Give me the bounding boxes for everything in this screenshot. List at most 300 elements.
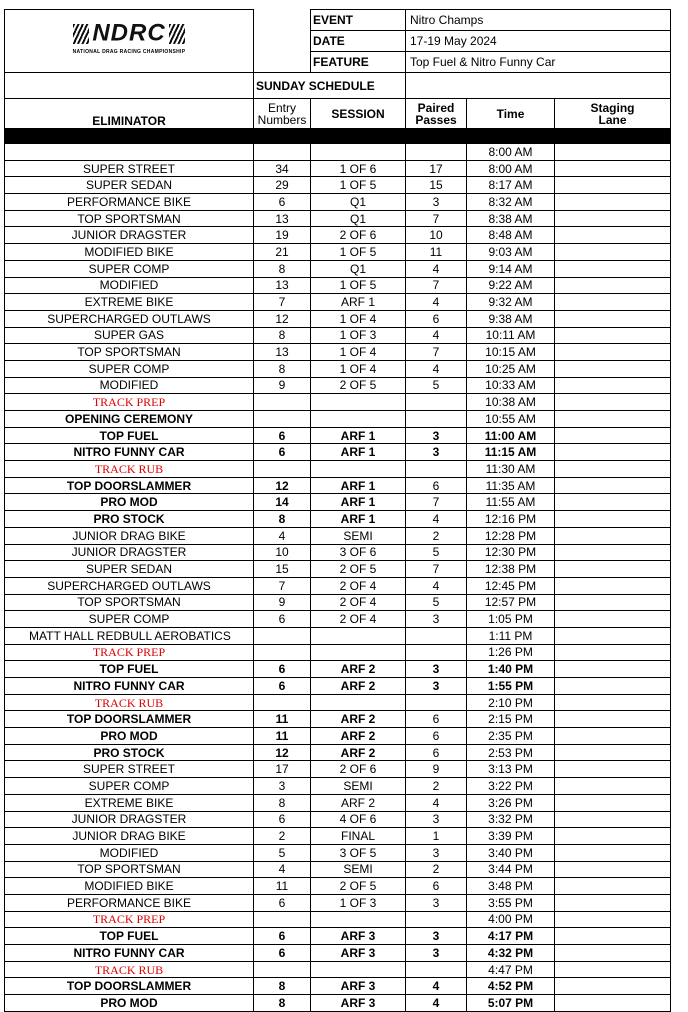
time-cell: 12:45 PM xyxy=(467,577,555,594)
paired-passes-cell: 4 xyxy=(406,978,467,995)
schedule-row xyxy=(5,394,671,411)
staging-lane-cell xyxy=(555,661,671,678)
session-cell: Q1 xyxy=(311,194,406,211)
time-cell: 9:14 AM xyxy=(467,260,555,277)
schedule-row xyxy=(5,644,671,661)
paired-passes-cell: 4 xyxy=(406,360,467,377)
staging-lane-cell xyxy=(555,894,671,911)
paired-passes-cell: 17 xyxy=(406,160,467,177)
paired-passes-cell: 4 xyxy=(406,260,467,277)
paired-passes-cell: 6 xyxy=(406,711,467,728)
paired-passes-cell: 3 xyxy=(406,427,467,444)
staging-lane-cell xyxy=(555,744,671,761)
schedule-row xyxy=(5,828,671,845)
staging-lane-cell xyxy=(555,561,671,578)
staging-lane-cell xyxy=(555,861,671,878)
date-label: DATE xyxy=(311,31,406,52)
session-cell: 3 OF 6 xyxy=(311,544,406,561)
paired-passes-cell: 4 xyxy=(406,511,467,528)
eliminator-cell: JUNIOR DRAG BIKE xyxy=(5,527,254,544)
session-cell: 1 OF 4 xyxy=(311,360,406,377)
schedule-row xyxy=(5,494,671,511)
eliminator-cell: SUPERCHARGED OUTLAWS xyxy=(5,310,254,327)
session-cell: 2 OF 4 xyxy=(311,611,406,628)
col-staging-line1: Staging xyxy=(590,100,635,115)
eliminator-cell: OPENING CEREMONY xyxy=(5,411,254,428)
time-cell: 10:11 AM xyxy=(467,327,555,344)
time-cell: 1:05 PM xyxy=(467,611,555,628)
schedule-row xyxy=(5,945,671,962)
paired-passes-cell: 3 xyxy=(406,844,467,861)
eliminator-cell: TOP DOORSLAMMER xyxy=(5,477,254,494)
session-cell: FINAL xyxy=(311,828,406,845)
staging-lane-cell xyxy=(555,995,671,1012)
time-cell: 2:53 PM xyxy=(467,744,555,761)
entry-numbers-cell: 17 xyxy=(254,761,311,778)
session-cell: 1 OF 6 xyxy=(311,160,406,177)
staging-lane-cell xyxy=(555,144,671,161)
time-cell: 9:38 AM xyxy=(467,310,555,327)
entry-numbers-cell: 6 xyxy=(254,444,311,461)
entry-numbers-cell: 8 xyxy=(254,995,311,1012)
time-cell: 8:38 AM xyxy=(467,210,555,227)
paired-passes-cell: 7 xyxy=(406,344,467,361)
staging-lane-cell xyxy=(555,494,671,511)
time-cell: 9:03 AM xyxy=(467,244,555,261)
paired-passes-cell: 4 xyxy=(406,794,467,811)
schedule-sheet xyxy=(4,9,670,1012)
staging-lane-cell xyxy=(555,360,671,377)
entry-numbers-cell: 12 xyxy=(254,744,311,761)
paired-passes-cell: 5 xyxy=(406,544,467,561)
entry-numbers-cell: 13 xyxy=(254,210,311,227)
column-header-row xyxy=(5,99,671,129)
time-cell: 10:33 AM xyxy=(467,377,555,394)
time-cell: 2:15 PM xyxy=(467,711,555,728)
time-cell: 9:22 AM xyxy=(467,277,555,294)
schedule-row xyxy=(5,277,671,294)
session-cell: 2 OF 4 xyxy=(311,594,406,611)
staging-lane-cell xyxy=(555,627,671,644)
entry-numbers-cell: 7 xyxy=(254,294,311,311)
paired-passes-cell: 3 xyxy=(406,661,467,678)
entry-numbers-cell: 8 xyxy=(254,260,311,277)
col-paired-passes xyxy=(406,99,467,129)
entry-numbers-cell: 11 xyxy=(254,728,311,745)
paired-passes-cell: 6 xyxy=(406,878,467,895)
paired-passes-cell: 6 xyxy=(406,477,467,494)
entry-numbers-cell: 6 xyxy=(254,661,311,678)
schedule-title: SUNDAY SCHEDULE xyxy=(254,73,406,99)
entry-numbers-cell: 6 xyxy=(254,678,311,695)
schedule-row xyxy=(5,477,671,494)
session-cell: ARF 3 xyxy=(311,978,406,995)
schedule-row xyxy=(5,327,671,344)
col-session: SESSION xyxy=(311,99,406,129)
entry-numbers-cell: 15 xyxy=(254,561,311,578)
eliminator-cell: SUPER SEDAN xyxy=(5,561,254,578)
col-entry-line1: Entry xyxy=(267,100,296,115)
schedule-row xyxy=(5,911,671,928)
entry-numbers-cell: 9 xyxy=(254,594,311,611)
time-cell: 10:38 AM xyxy=(467,394,555,411)
session-cell: 2 OF 6 xyxy=(311,761,406,778)
col-paired-line2: Passes xyxy=(415,112,457,127)
session-cell: SEMI xyxy=(311,527,406,544)
col-paired-line1: Paired xyxy=(417,100,455,115)
paired-passes-cell: 7 xyxy=(406,494,467,511)
paired-passes-cell: 11 xyxy=(406,244,467,261)
schedule-row xyxy=(5,878,671,895)
logo-cell xyxy=(5,10,254,73)
eliminator-cell: MODIFIED xyxy=(5,377,254,394)
time-cell: 1:26 PM xyxy=(467,644,555,661)
entry-numbers-cell xyxy=(254,394,311,411)
entry-numbers-cell xyxy=(254,694,311,711)
time-cell: 12:28 PM xyxy=(467,527,555,544)
session-cell: 2 OF 5 xyxy=(311,878,406,895)
time-cell: 11:15 AM xyxy=(467,444,555,461)
schedule-row xyxy=(5,227,671,244)
entry-numbers-cell: 5 xyxy=(254,844,311,861)
schedule-row xyxy=(5,411,671,428)
time-cell: 3:44 PM xyxy=(467,861,555,878)
staging-lane-cell xyxy=(555,911,671,928)
schedule-row xyxy=(5,978,671,995)
time-cell: 11:55 AM xyxy=(467,494,555,511)
entry-numbers-cell: 4 xyxy=(254,527,311,544)
entry-numbers-cell: 6 xyxy=(254,194,311,211)
session-cell: ARF 2 xyxy=(311,661,406,678)
session-cell xyxy=(311,411,406,428)
paired-passes-cell xyxy=(406,644,467,661)
entry-numbers-cell xyxy=(254,961,311,978)
schedule-row xyxy=(5,194,671,211)
eliminator-cell: MODIFIED BIKE xyxy=(5,244,254,261)
session-cell: SEMI xyxy=(311,861,406,878)
eliminator-cell: SUPER COMP xyxy=(5,360,254,377)
session-cell: 1 OF 4 xyxy=(311,344,406,361)
staging-lane-cell xyxy=(555,344,671,361)
staging-lane-cell xyxy=(555,444,671,461)
schedule-row xyxy=(5,511,671,528)
entry-numbers-cell: 8 xyxy=(254,360,311,377)
eliminator-cell: NITRO FUNNY CAR xyxy=(5,945,254,962)
entry-numbers-cell: 6 xyxy=(254,811,311,828)
entry-numbers-cell: 6 xyxy=(254,427,311,444)
entry-numbers-cell: 21 xyxy=(254,244,311,261)
entry-numbers-cell: 12 xyxy=(254,310,311,327)
schedule-row xyxy=(5,210,671,227)
time-cell: 12:38 PM xyxy=(467,561,555,578)
entry-numbers-cell xyxy=(254,411,311,428)
eliminator-cell: PRO MOD xyxy=(5,494,254,511)
entry-numbers-cell: 9 xyxy=(254,377,311,394)
logo-text: NDRC xyxy=(92,19,166,47)
staging-lane-cell xyxy=(555,511,671,528)
schedule-row xyxy=(5,561,671,578)
paired-passes-cell: 4 xyxy=(406,327,467,344)
time-cell: 11:00 AM xyxy=(467,427,555,444)
eliminator-cell: TOP SPORTSMAN xyxy=(5,861,254,878)
entry-numbers-cell: 13 xyxy=(254,277,311,294)
time-cell: 2:35 PM xyxy=(467,728,555,745)
schedule-row xyxy=(5,928,671,945)
staging-lane-cell xyxy=(555,544,671,561)
schedule-row xyxy=(5,461,671,478)
time-cell: 4:47 PM xyxy=(467,961,555,978)
entry-numbers-cell: 6 xyxy=(254,894,311,911)
schedule-row xyxy=(5,627,671,644)
staging-lane-cell xyxy=(555,678,671,695)
time-cell: 11:35 AM xyxy=(467,477,555,494)
staging-lane-cell xyxy=(555,327,671,344)
paired-passes-cell: 7 xyxy=(406,561,467,578)
session-cell: ARF 2 xyxy=(311,678,406,695)
time-cell: 3:13 PM xyxy=(467,761,555,778)
schedule-row xyxy=(5,294,671,311)
schedule-table xyxy=(4,9,671,1012)
staging-lane-cell xyxy=(555,277,671,294)
paired-passes-cell: 3 xyxy=(406,678,467,695)
staging-lane-cell xyxy=(555,427,671,444)
time-cell: 12:57 PM xyxy=(467,594,555,611)
time-cell: 12:30 PM xyxy=(467,544,555,561)
time-cell: 3:39 PM xyxy=(467,828,555,845)
paired-passes-cell: 4 xyxy=(406,294,467,311)
paired-passes-cell: 3 xyxy=(406,611,467,628)
entry-numbers-cell: 2 xyxy=(254,828,311,845)
entry-numbers-cell: 13 xyxy=(254,344,311,361)
entry-numbers-cell xyxy=(254,911,311,928)
time-cell: 3:26 PM xyxy=(467,794,555,811)
header-row-event xyxy=(5,10,671,31)
session-cell: Q1 xyxy=(311,210,406,227)
entry-numbers-cell: 6 xyxy=(254,611,311,628)
schedule-row xyxy=(5,894,671,911)
event-value: Nitro Champs xyxy=(406,10,671,31)
eliminator-cell: TRACK PREP xyxy=(5,644,254,661)
eliminator-cell: EXTREME BIKE xyxy=(5,794,254,811)
eliminator-cell: JUNIOR DRAGSTER xyxy=(5,544,254,561)
staging-lane-cell xyxy=(555,177,671,194)
session-cell: 1 OF 4 xyxy=(311,310,406,327)
session-cell xyxy=(311,644,406,661)
header-row-schedule xyxy=(5,73,671,99)
session-cell: ARF 1 xyxy=(311,427,406,444)
time-cell: 3:55 PM xyxy=(467,894,555,911)
entry-numbers-cell: 8 xyxy=(254,511,311,528)
session-cell: 3 OF 5 xyxy=(311,844,406,861)
time-cell: 3:32 PM xyxy=(467,811,555,828)
session-cell: 2 OF 4 xyxy=(311,577,406,594)
staging-lane-cell xyxy=(555,961,671,978)
eliminator-cell: TOP FUEL xyxy=(5,661,254,678)
paired-passes-cell: 3 xyxy=(406,811,467,828)
feature-label: FEATURE xyxy=(311,52,406,73)
schedule-row xyxy=(5,544,671,561)
paired-passes-cell: 3 xyxy=(406,928,467,945)
session-cell xyxy=(311,694,406,711)
schedule-row xyxy=(5,310,671,327)
schedule-row xyxy=(5,794,671,811)
schedule-row xyxy=(5,811,671,828)
schedule-row xyxy=(5,744,671,761)
entry-numbers-cell: 7 xyxy=(254,577,311,594)
entry-numbers-cell: 29 xyxy=(254,177,311,194)
feature-value: Top Fuel & Nitro Funny Car xyxy=(406,52,671,73)
paired-passes-cell: 15 xyxy=(406,177,467,194)
staging-lane-cell xyxy=(555,477,671,494)
eliminator-cell: TOP DOORSLAMMER xyxy=(5,711,254,728)
eliminator-cell: NITRO FUNNY CAR xyxy=(5,678,254,695)
entry-numbers-cell xyxy=(254,644,311,661)
eliminator-cell: NITRO FUNNY CAR xyxy=(5,444,254,461)
paired-passes-cell: 1 xyxy=(406,828,467,845)
paired-passes-cell: 6 xyxy=(406,310,467,327)
paired-passes-cell: 9 xyxy=(406,761,467,778)
schedule-row xyxy=(5,344,671,361)
time-cell: 9:32 AM xyxy=(467,294,555,311)
time-cell: 10:55 AM xyxy=(467,411,555,428)
eliminator-cell: JUNIOR DRAGSTER xyxy=(5,227,254,244)
staging-lane-cell xyxy=(555,210,671,227)
session-cell: ARF 1 xyxy=(311,477,406,494)
schedule-row xyxy=(5,961,671,978)
eliminator-cell: TRACK PREP xyxy=(5,911,254,928)
time-cell: 4:00 PM xyxy=(467,911,555,928)
paired-passes-cell: 5 xyxy=(406,377,467,394)
entry-numbers-cell: 8 xyxy=(254,978,311,995)
col-eliminator: ELIMINATOR xyxy=(5,99,254,129)
paired-passes-cell: 6 xyxy=(406,744,467,761)
time-cell: 4:17 PM xyxy=(467,928,555,945)
paired-passes-cell xyxy=(406,461,467,478)
staging-lane-cell xyxy=(555,160,671,177)
session-cell: 1 OF 5 xyxy=(311,244,406,261)
paired-passes-cell: 3 xyxy=(406,945,467,962)
staging-lane-cell xyxy=(555,611,671,628)
time-cell: 8:00 AM xyxy=(467,160,555,177)
entry-numbers-cell xyxy=(254,627,311,644)
entry-numbers-cell: 12 xyxy=(254,477,311,494)
paired-passes-cell xyxy=(406,394,467,411)
eliminator-cell: TRACK RUB xyxy=(5,461,254,478)
schedule-row xyxy=(5,678,671,695)
entry-numbers-cell: 34 xyxy=(254,160,311,177)
session-cell: 1 OF 5 xyxy=(311,177,406,194)
staging-lane-cell xyxy=(555,461,671,478)
time-cell: 12:16 PM xyxy=(467,511,555,528)
entry-numbers-cell: 8 xyxy=(254,327,311,344)
schedule-row xyxy=(5,694,671,711)
col-staging-line2: Lane xyxy=(598,112,627,127)
paired-passes-cell: 4 xyxy=(406,577,467,594)
schedule-row xyxy=(5,728,671,745)
session-cell: Q1 xyxy=(311,260,406,277)
schedule-row xyxy=(5,778,671,795)
paired-passes-cell: 2 xyxy=(406,861,467,878)
time-cell: 10:15 AM xyxy=(467,344,555,361)
session-cell xyxy=(311,461,406,478)
session-cell: 2 OF 5 xyxy=(311,377,406,394)
eliminator-cell: JUNIOR DRAG BIKE xyxy=(5,828,254,845)
staging-lane-cell xyxy=(555,227,671,244)
time-cell: 8:48 AM xyxy=(467,227,555,244)
time-cell: 1:40 PM xyxy=(467,661,555,678)
col-staging-lane xyxy=(555,99,671,129)
eliminator-cell: TRACK RUB xyxy=(5,961,254,978)
eliminator-cell: JUNIOR DRAGSTER xyxy=(5,811,254,828)
paired-passes-cell: 5 xyxy=(406,594,467,611)
session-cell: 2 OF 6 xyxy=(311,227,406,244)
time-cell: 8:00 AM xyxy=(467,144,555,161)
session-cell: ARF 1 xyxy=(311,494,406,511)
schedule-row xyxy=(5,844,671,861)
eliminator-cell: MODIFIED xyxy=(5,277,254,294)
schedule-row xyxy=(5,360,671,377)
session-cell xyxy=(311,911,406,928)
time-cell: 1:55 PM xyxy=(467,678,555,695)
staging-lane-cell xyxy=(555,694,671,711)
entry-numbers-cell: 11 xyxy=(254,711,311,728)
session-cell: 2 OF 5 xyxy=(311,561,406,578)
time-cell: 10:25 AM xyxy=(467,360,555,377)
staging-lane-cell xyxy=(555,244,671,261)
time-cell: 4:32 PM xyxy=(467,945,555,962)
eliminator-cell: SUPER GAS xyxy=(5,327,254,344)
paired-passes-cell: 3 xyxy=(406,894,467,911)
time-cell: 4:52 PM xyxy=(467,978,555,995)
eliminator-cell: MODIFIED BIKE xyxy=(5,878,254,895)
staging-lane-cell xyxy=(555,928,671,945)
paired-passes-cell: 7 xyxy=(406,210,467,227)
session-cell: 1 OF 3 xyxy=(311,327,406,344)
eliminator-cell: MATT HALL REDBULL AEROBATICS xyxy=(5,627,254,644)
paired-passes-cell: 3 xyxy=(406,444,467,461)
staging-lane-cell xyxy=(555,761,671,778)
staging-lane-cell xyxy=(555,811,671,828)
staging-lane-cell xyxy=(555,594,671,611)
black-divider-bar xyxy=(5,129,671,144)
schedule-row xyxy=(5,995,671,1012)
staging-lane-cell xyxy=(555,794,671,811)
staging-lane-cell xyxy=(555,945,671,962)
col-entry-line2: Numbers xyxy=(257,112,307,127)
eliminator-cell: TOP FUEL xyxy=(5,928,254,945)
entry-numbers-cell: 6 xyxy=(254,945,311,962)
eliminator-cell: TOP SPORTSMAN xyxy=(5,594,254,611)
schedule-row xyxy=(5,594,671,611)
eliminator-cell: SUPER SEDAN xyxy=(5,177,254,194)
paired-passes-cell xyxy=(406,961,467,978)
staging-lane-cell xyxy=(555,728,671,745)
session-cell: ARF 2 xyxy=(311,794,406,811)
session-cell: ARF 1 xyxy=(311,511,406,528)
schedule-row xyxy=(5,711,671,728)
eliminator-cell: TRACK RUB xyxy=(5,694,254,711)
eliminator-cell: TOP SPORTSMAN xyxy=(5,344,254,361)
staging-lane-cell xyxy=(555,828,671,845)
eliminator-cell: PERFORMANCE BIKE xyxy=(5,894,254,911)
staging-lane-cell xyxy=(555,527,671,544)
staging-lane-cell xyxy=(555,978,671,995)
eliminator-cell: SUPERCHARGED OUTLAWS xyxy=(5,577,254,594)
paired-passes-cell: 2 xyxy=(406,778,467,795)
eliminator-cell: TOP FUEL xyxy=(5,427,254,444)
session-cell xyxy=(311,961,406,978)
session-cell: ARF 2 xyxy=(311,711,406,728)
